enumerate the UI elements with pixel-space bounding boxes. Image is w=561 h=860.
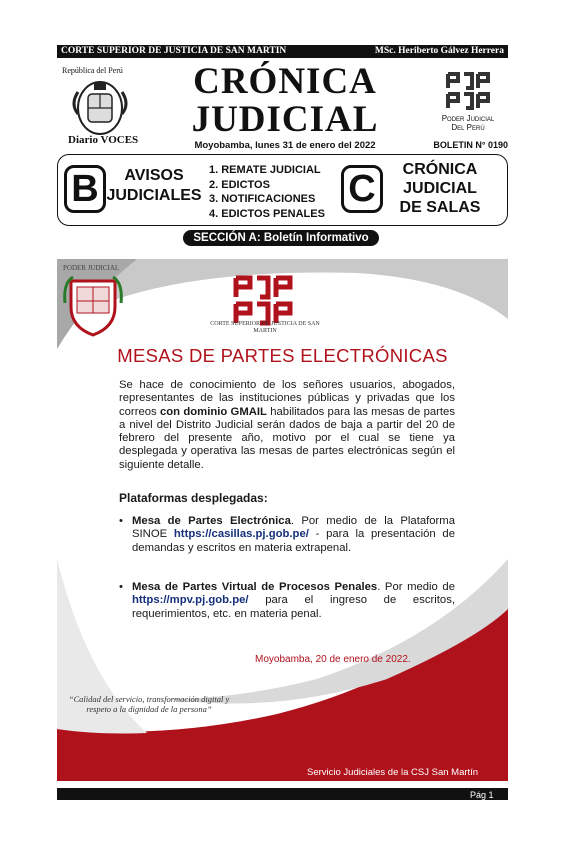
platforms-heading: Plataformas desplegadas: (119, 491, 268, 505)
bullet-icon: • (119, 581, 123, 593)
csj-san-martin-label: CORTE SUPERIOR DE JUSTICIA DE SAN MARTIN (210, 321, 320, 334)
court-name: CORTE SUPERIOR DE JUSTICIA DE SAN MARTIN (61, 46, 287, 56)
list-item: • Mesa de Partes Virtual de Procesos Penales. Por medio de https://mpv.pj.gob.pe/ para el ingreso de escritos, requerimientos, etc. en materia penal. (119, 581, 455, 620)
masthead-title-line2: JUDICIAL (191, 99, 379, 140)
list-item: 2. EDICTOS (209, 178, 270, 191)
boletin-number: BOLETIN N° 0190 (433, 140, 508, 150)
poder-judicial-tag: PODER JUDICIAL (63, 264, 120, 272)
avisos-judiciales-label: AVISOS JUDICIALES (106, 167, 202, 204)
mpv-link[interactable]: https://mpv.pj.gob.pe/ (132, 594, 249, 607)
cronica-salas-label: CRÓNICA JUDICIAL DE SALAS (399, 161, 481, 216)
intro-paragraph: Se hace de conocimiento de los señores usuarios, abogados, representantes de las instituciones públicas y privadas que los correos con dominio GMAIL habilitados para las mesas de partes a nivel del Distrito Judicial serán dados de baja a partir del 20 de febrero del presente año, motivo por el cual se tiene ya desplegada y operativa las mesas de partes electrónicas según el siguiente detalle. (119, 379, 455, 471)
announcement-poster (57, 259, 508, 781)
masthead-title-line1: CRÓNICA (193, 61, 377, 102)
page-number: Pág 1 (470, 790, 494, 800)
poster-heading: MESAS DE PARTES ELECTRÓNICAS (117, 345, 448, 366)
list-item: • Mesa de Partes Electrónica. Por medio de la Plataforma SINOE https://casillas.pj.gob.pe/ - para la presentación de demandas y escritos en materia extrapenal. (119, 515, 455, 554)
list-item: 1. REMATE JUDICIAL (209, 164, 321, 176)
bullet-icon: • (119, 515, 123, 527)
poster-date: Moyobamba, 20 de enero de 2022. (255, 654, 411, 665)
section-b-list (209, 163, 325, 221)
poder-judicial-label: Poder Judicial Del Perú (441, 114, 495, 132)
section-b-letter: B (64, 165, 106, 213)
list-item: 4. EDICTOS PENALES (209, 207, 325, 220)
section-a-banner: SECCIÓN A: Boletín Informativo (183, 230, 379, 246)
republic-label: República del Perú (62, 66, 123, 75)
poder-judicial-logo-icon (444, 70, 492, 112)
slogan: “Calidad del servicio, transformación digital y respeto a la dignidad de la persona” (68, 694, 230, 714)
peru-shield-icon (63, 273, 123, 337)
director-name: MSc. Heriberto Gálvez Herrera (374, 46, 504, 56)
casillas-link[interactable]: https://casillas.pj.gob.pe/ (173, 528, 309, 541)
diario-label: Diario VOCES (68, 134, 139, 146)
list-item: 3. NOTIFICACIONES (209, 193, 316, 205)
poster-footer: Servicio Judiciales de la CSJ San Martín (307, 767, 479, 778)
section-c-letter: C (341, 165, 383, 213)
issue-date: Moyobamba, lunes 31 de enero del 2022 (194, 140, 376, 151)
bottom-bar (57, 788, 508, 800)
top-bar (57, 45, 508, 58)
